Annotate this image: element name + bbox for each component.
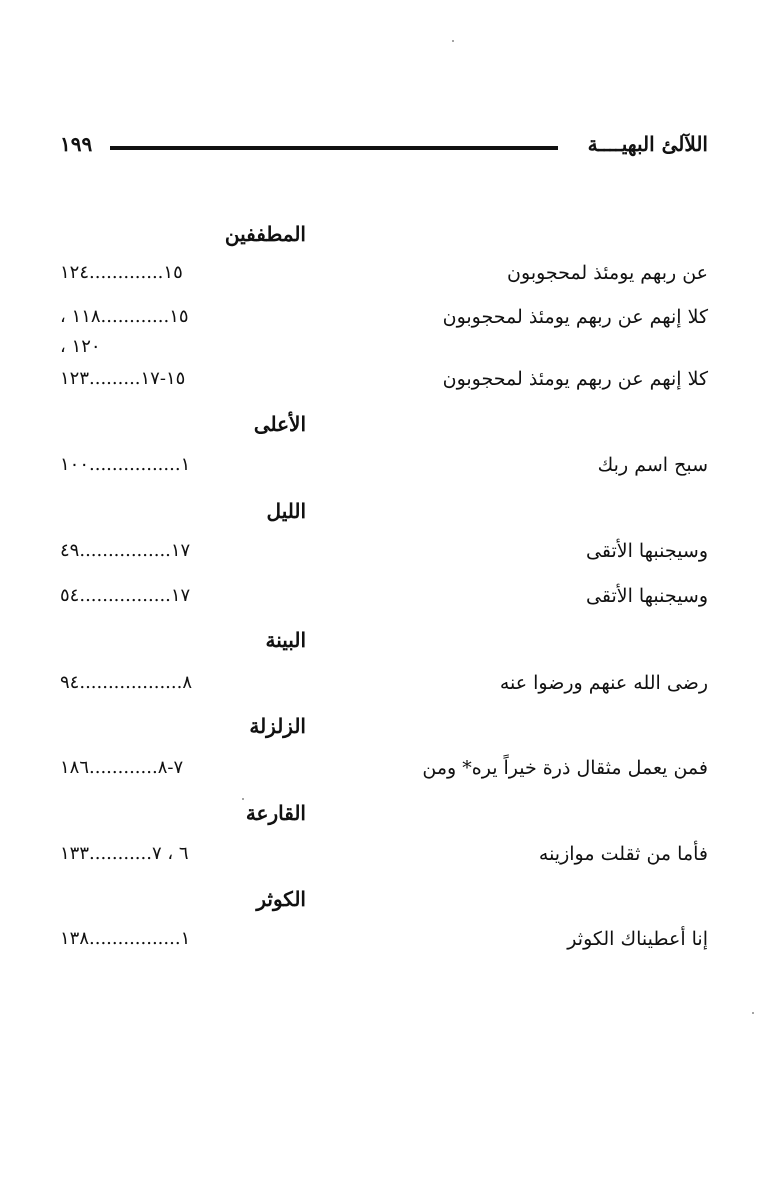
surah-heading: الليل [266,499,306,523]
verse-text: وسيجنبها الأتقى [586,540,708,562]
verse-reference: ١٥............١١٨ ، [60,306,189,327]
verse-reference: ١٥-١٧.........١٢٣ [60,368,186,389]
index-entry [60,757,708,791]
surah-heading-row [60,628,708,662]
running-title: اللآلئ البهيــــة [587,132,708,156]
surah-heading-row [60,714,708,748]
verse-reference: ١................١٠٠ [60,454,191,475]
surah-heading-row [60,222,708,256]
verse-reference: ١٧................٥٤ [60,585,191,606]
verse-text: إنا أعطيناك الكوثر [567,928,708,950]
verse-reference: ١٧................٤٩ [60,540,191,561]
surah-heading-row [60,412,708,446]
surah-heading-row [60,887,708,921]
verse-text: رضى الله عنهم ورضوا عنه [499,672,708,694]
index-entry [60,585,708,619]
scan-speck [752,1012,754,1014]
verse-text: فمن يعمل مثقال ذرة خيراً يره* ومن [422,757,708,779]
verse-text: عن ربهم يومئذ لمحجوبون [507,262,708,284]
index-entry [60,262,708,296]
index-entry [60,672,708,706]
verse-reference: ٧-٨............١٨٦ [60,757,184,778]
verse-text: كلا إنهم عن ربهم يومئذ لمحجوبون [442,306,708,328]
index-entry [60,306,708,340]
scan-speck [242,798,244,800]
index-entry [60,928,708,962]
surah-heading-row [60,499,708,533]
surah-heading: الأعلى [253,412,306,436]
verse-reference-continuation: ١٢٠ ، [60,336,101,357]
scan-speck [452,40,454,42]
index-entry-continuation [60,336,708,370]
surah-heading: القارعة [245,801,306,825]
index-entry [60,540,708,574]
page-number: ١٩٩ [60,132,93,156]
verse-reference: ٨..................٩٤ [60,672,193,693]
verse-text: وسيجنبها الأتقى [586,585,708,607]
index-entry [60,843,708,877]
verse-text: فأما من ثقلت موازينه [538,843,708,865]
verse-reference: ٦ ، ٧...........١٣٣ [60,843,189,864]
surah-heading-row [60,801,708,835]
verse-reference: ١................١٣٨ [60,928,191,949]
verse-text: سبح اسم ربك [597,454,708,476]
verse-reference: ١٥.............١٢٤ [60,262,183,283]
surah-heading: الزلزلة [249,714,306,738]
verse-text: كلا إنهم عن ربهم يومئذ لمحجوبون [442,368,708,390]
surah-heading: البينة [265,628,306,652]
page-header [60,132,708,166]
index-entry [60,454,708,488]
surah-heading: الكوثر [256,887,306,911]
header-rule [110,146,558,150]
surah-heading: المطففين [224,222,306,246]
index-entry [60,368,708,402]
